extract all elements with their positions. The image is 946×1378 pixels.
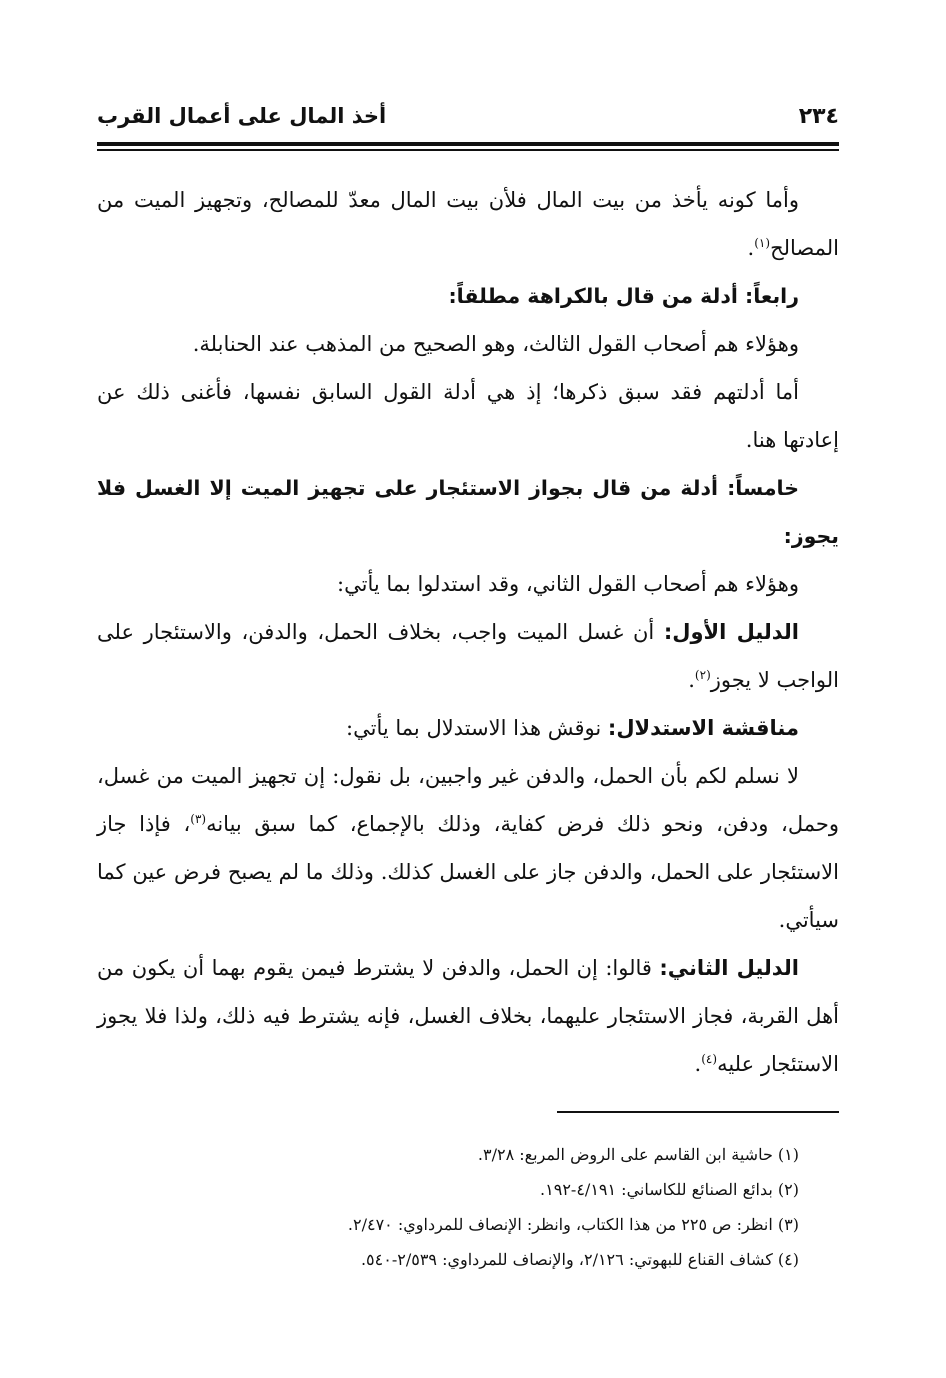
paragraph: أما أدلتهم فقد سبق ذكرها؛ إذ هي أدلة القول السابق نفسها، فأغنى ذلك عن إعادتها هنا. <box>97 380 839 452</box>
paragraph <box>97 752 839 944</box>
header-rule-thin <box>97 149 839 151</box>
paragraph-text: وأما كونه يأخذ من بيت المال فلأن بيت المال معدّ للمصالح، وتجهيز الميت من المصالح <box>97 188 839 260</box>
footnote-ref: (٤) <box>701 1052 718 1066</box>
evidence-label: الدليل الثاني: <box>659 956 799 980</box>
footnote-ref: (١) <box>754 236 771 250</box>
footnote-separator <box>557 1111 839 1113</box>
paragraph: الدليل الأول: أن غسل الميت واجب، بخلاف الحمل، والدفن، والاستئجار على الواجب لا يجوز$^{(٢)}$. <box>97 620 839 692</box>
section-heading: رابعاً: أدلة من قال بالكراهة مطلقاً: <box>448 284 799 308</box>
paragraph-text: أن غسل الميت واجب، بخلاف الحمل، والدفن، والاستئجار على الواجب لا يجوز <box>97 620 839 692</box>
section-heading: خامساً: أدلة من قال بجواز الاستئجار على تجهيز الميت إلا الغسل فلا يجوز: <box>97 476 839 548</box>
footnote-ref: (٢) <box>694 668 711 682</box>
footnote-ref: (٣) <box>190 812 207 826</box>
footnotes <box>97 1137 839 1277</box>
evidence-label: الدليل الأول: <box>663 620 800 644</box>
header-rule-thick <box>97 142 839 146</box>
paragraph-text: نوقش هذا الاستدلال بما يأتي: <box>346 716 608 740</box>
footnote: (٤) كشاف القناع للبهوتي: ٢/١٢٦، والإنصاف للمرداوي: ٢/٥٣٩-٥٤٠. <box>360 1250 799 1269</box>
paragraph: وهؤلاء هم أصحاب القول الثالث، وهو الصحيح من المذهب عند الحنابلة. <box>192 332 799 356</box>
paragraph-text: ، فإذا جاز الاستئجار على الحمل، والدفن جاز على الغسل كذلك. وذلك ما لم يصبح فرض عين كما سيأتي. <box>97 812 839 932</box>
paragraph: وأما كونه يأخذ من بيت المال فلأن بيت المال معدّ للمصالح، وتجهيز الميت من المصالح$^{(١)}$. <box>97 188 839 260</box>
paragraph: الدليل الثاني: قالوا: إن الحمل، والدفن لا يشترط فيمن يقوم بهما أن يكون من أهل القربة، فجاز الاستئجار عليهما، بخلاف الغسل، فإنه يشترط فيه ذلك، ولذا فلا يجوز الاستئجار عليه$^{(٤)}$. <box>97 956 839 1076</box>
page-header <box>97 102 839 138</box>
footnote: (٣) انظر: ص ٢٢٥ من هذا الكتاب، وانظر: الإنصاف للمرداوي: ٢/٤٧٠. <box>347 1215 799 1234</box>
footnote: (٢) بدائع الصنائع للكاساني: ٤/١٩١-١٩٢. <box>540 1180 799 1199</box>
main-text <box>97 176 839 1088</box>
paragraph-text: قالوا: إن الحمل، والدفن لا يشترط فيمن يقوم بهما أن يكون من أهل القربة، فجاز الاستئجار عليهما، بخلاف الغسل، فإنه يشترط فيه ذلك، ولذا فلا يجوز الاستئجار عليه <box>97 956 839 1076</box>
footnote: (١) حاشية ابن القاسم على الروض المربع: ٣/٢٨. <box>477 1145 799 1164</box>
discussion-label: مناقشة الاستدلال: <box>607 716 799 740</box>
paragraph-text: لا نسلم لكم بأن الحمل، والدفن غير واجبين، بل نقول: إن تجهيز الميت من غسل، وحمل، ودفن، ونحو ذلك فرض كفاية، وذلك بالإجماع، كما سبق بيانه <box>97 764 839 836</box>
paragraph: وهؤلاء هم أصحاب القول الثاني، وقد استدلوا بما يأتي: <box>337 572 799 596</box>
paragraph <box>97 704 839 752</box>
page-number: ٢٣٤ <box>798 104 839 129</box>
running-title: أخذ المال على أعمال القرب <box>97 104 387 128</box>
